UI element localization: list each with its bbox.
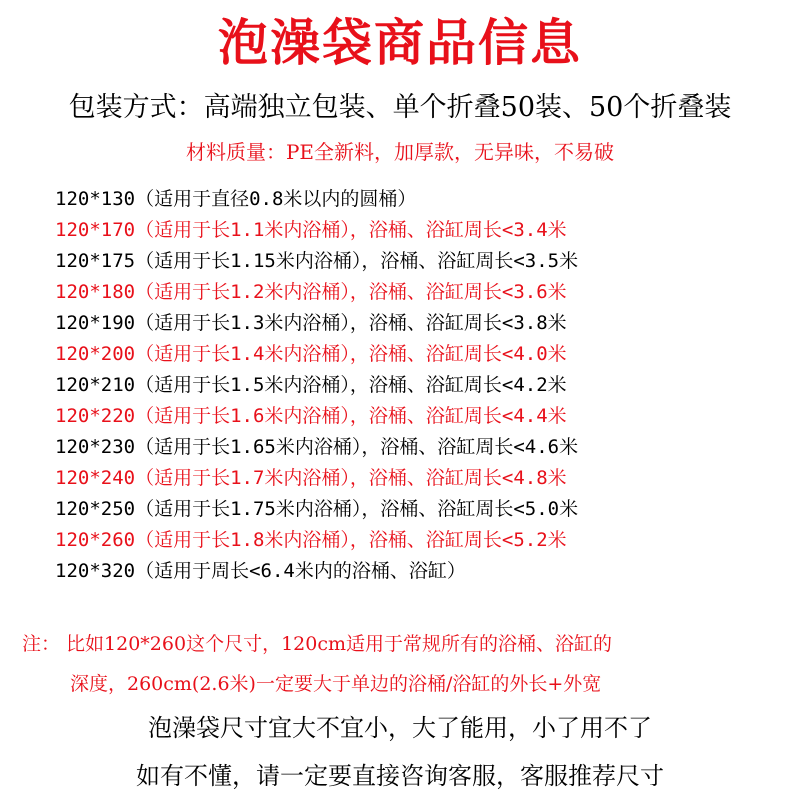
page-title: 泡澡袋商品信息: [218, 14, 582, 72]
tip-line-1: 泡澡袋尺寸宜大不宜小，大了能用，小了用不了: [148, 714, 652, 742]
size-item: 120*170（适用于长1.1米内浴桶），浴桶、浴缸周长<3.4米: [55, 219, 567, 241]
note-line-1: 注： 比如120*260这个尺寸，120cm适用于常规所有的浴桶、浴缸的: [22, 633, 612, 655]
size-list: [55, 184, 795, 587]
size-item: 120*260（适用于长1.8米内浴桶），浴桶、浴缸周长<5.2米: [55, 529, 567, 551]
note-line-2: 深度，260cm(2.6米)一定要大于单边的浴桶/浴缸的外长+外宽: [70, 673, 602, 695]
material-info: 材料质量：PE全新料，加厚款，无异味，不易破: [185, 140, 615, 164]
size-item: 120*175（适用于长1.15米内浴桶），浴桶、浴缸周长<3.5米: [55, 250, 579, 272]
size-note: [22, 624, 792, 704]
size-item: 120*220（适用于长1.6米内浴桶），浴桶、浴缸周长<4.4米: [55, 405, 567, 427]
size-item: 120*180（适用于长1.2米内浴桶），浴桶、浴缸周长<3.6米: [55, 281, 567, 303]
size-item: 120*240（适用于长1.7米内浴桶），浴桶、浴缸周长<4.8米: [55, 467, 567, 489]
size-item: 120*130（适用于直径0.8米以内的圆桶）: [55, 188, 417, 210]
size-item: 120*210（适用于长1.5米内浴桶），浴桶、浴缸周长<4.2米: [55, 374, 567, 396]
size-item: 120*250（适用于长1.75米内浴桶），浴桶、浴缸周长<5.0米: [55, 498, 579, 520]
size-item: 120*320（适用于周长<6.4米内的浴桶、浴缸）: [55, 560, 466, 582]
packaging-info: 包装方式：高端独立包装、单个折叠50装、50个折叠装: [68, 92, 732, 123]
tip-line-2: 如有不懂，请一定要直接咨询客服，客服推荐尺寸: [136, 762, 664, 790]
size-item: 120*190（适用于长1.3米内浴桶），浴桶、浴缸周长<3.8米: [55, 312, 567, 334]
size-item: 120*230（适用于长1.65米内浴桶），浴桶、浴缸周长<4.6米: [55, 436, 579, 458]
size-item: 120*200（适用于长1.4米内浴桶），浴桶、浴缸周长<4.0米: [55, 343, 567, 365]
